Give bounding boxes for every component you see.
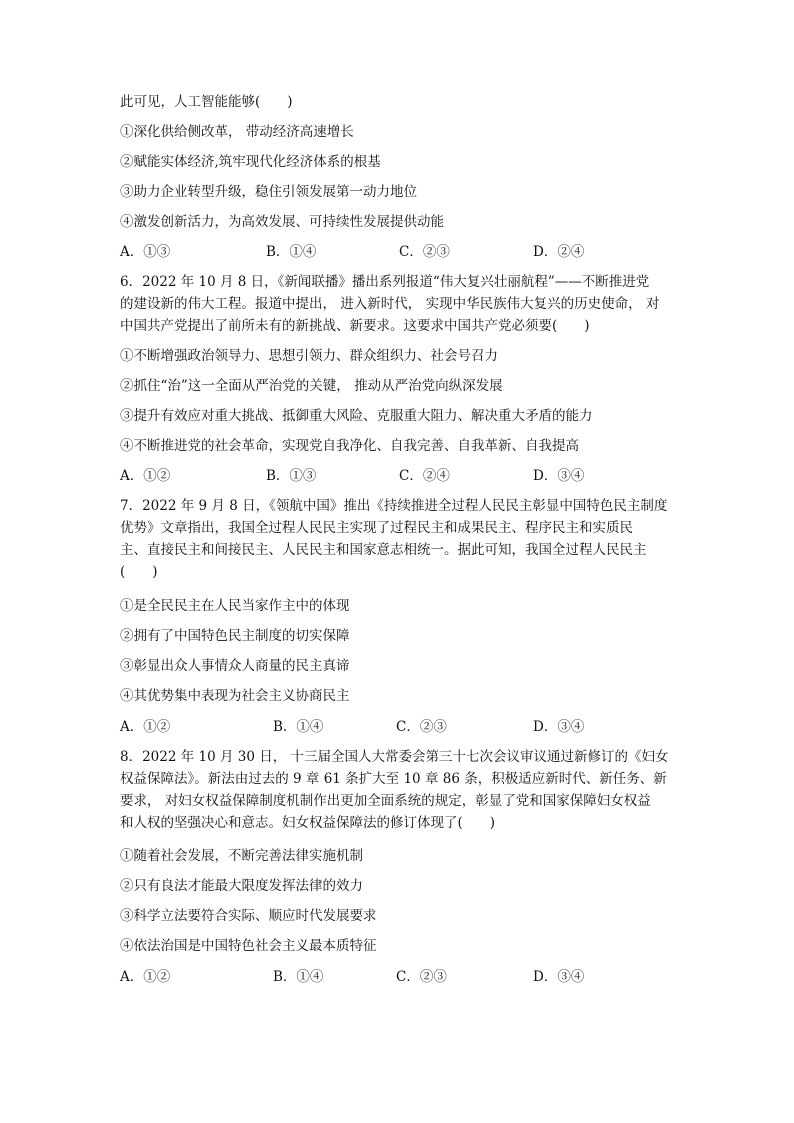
option-d: D．②④ bbox=[533, 244, 585, 260]
q7-answer-options bbox=[120, 716, 680, 738]
option-c: C．②③ bbox=[399, 244, 450, 260]
q6-statement-1: ①不断增强政治领导力、思想引领力、群众组织力、社会号召力 bbox=[120, 348, 498, 364]
option-d: D．③④ bbox=[533, 468, 585, 484]
q6-statement-2: ②抓住“治”这一全面从严治党的关键， 推动从严治党向纵深发展 bbox=[120, 378, 503, 394]
q6-statement-3: ③提升有效应对重大挑战、抵御重大风险、克服重大阻力、解决重大矛盾的能力 bbox=[120, 408, 593, 424]
option-a: A．①③ bbox=[120, 244, 171, 260]
q6-stem-line-1: 6．2022 年 10 月 8 日，《新闻联播》播出系列报道“伟大复兴壮丽航程”——不断推进党 bbox=[120, 274, 650, 290]
option-a: A．①② bbox=[120, 719, 171, 735]
q8-statement-2: ②只有良法才能最大限度发挥法律的效力 bbox=[120, 878, 363, 894]
q7-statement-4: ④其优势集中表现为社会主义协商民主 bbox=[120, 688, 350, 704]
q6-statement-4: ④不断推进党的社会革命，实现党自我净化、自我完善、自我革新、自我提高 bbox=[120, 438, 579, 454]
q7-stem-line-4: ( ) bbox=[120, 564, 158, 580]
option-c: C．②④ bbox=[399, 468, 450, 484]
question-stem: 此可见，人工智能能够( ) bbox=[120, 94, 293, 110]
q8-stem-line-1: 8．2022 年 10 月 30 日， 十三届全国人大常委会第三十七次会议审议通过新修订的《妇女 bbox=[120, 749, 669, 765]
option-b: B．①④ bbox=[273, 719, 324, 735]
q7-statement-2: ②拥有了中国特色民主制度的切实保障 bbox=[120, 628, 350, 644]
option-c: C．②③ bbox=[396, 969, 447, 985]
option-d: D．③④ bbox=[533, 719, 585, 735]
option-c: C．②③ bbox=[396, 719, 447, 735]
q6-stem-line-2: 的建设新的伟大工程。报道中提出， 进入新时代， 实现中华民族伟大复兴的历史使命， 对 bbox=[120, 296, 660, 312]
q7-statement-1: ①是全民民主在人民当家作主中的体现 bbox=[120, 598, 350, 614]
option-a: A．①② bbox=[120, 468, 171, 484]
statement-1: ①深化供给侧改革， 带动经济高速增长 bbox=[120, 124, 354, 140]
answer-options bbox=[120, 241, 680, 263]
q8-statement-1: ①随着社会发展，不断完善法律实施机制 bbox=[120, 848, 363, 864]
option-b: B．①④ bbox=[273, 969, 324, 985]
q8-statement-4: ④依法治国是中国特色社会主义最本质特征 bbox=[120, 938, 377, 954]
option-b: B．①④ bbox=[266, 244, 317, 260]
q7-statement-3: ③彰显出众人事情众人商量的民主真谛 bbox=[120, 658, 350, 674]
option-a: A．①② bbox=[120, 969, 171, 985]
q8-answer-options bbox=[120, 966, 680, 988]
statement-4: ④激发创新活力，为高效发展、可持续性发展提供动能 bbox=[120, 214, 444, 230]
q7-stem-line-1: 7．2022 年 9 月 8 日，《领航中国》推出《持续推进全过程人民民主彰显中国特色民主制度 bbox=[120, 498, 668, 514]
q6-stem-line-3: 中国共产党提出了前所未有的新挑战、新要求。这要求中国共产党必须要( ) bbox=[120, 318, 590, 334]
statement-3: ③助力企业转型升级，稳住引领发展第一动力地位 bbox=[120, 184, 417, 200]
option-b: B．①③ bbox=[266, 468, 317, 484]
statement-2: ②赋能实体经济,筑牢现代化经济体系的根基 bbox=[120, 154, 381, 170]
option-d: D．③④ bbox=[533, 969, 585, 985]
q7-stem-line-2: 优势》文章指出，我国全过程人民民主实现了过程民主和成果民主、程序民主和实质民 bbox=[120, 520, 633, 536]
q7-stem-line-3: 主、直接民主和间接民主、人民民主和国家意志相统一。据此可知，我国全过程人民民主 bbox=[120, 542, 647, 558]
q8-statement-3: ③科学立法要符合实际、顺应时代发展要求 bbox=[120, 908, 377, 924]
q8-stem-line-4: 和人权的坚强决心和意志。妇女权益保障法的修订体现了( ) bbox=[120, 815, 496, 831]
q8-stem-line-3: 要求， 对妇女权益保障制度机制作出更加全面系统的规定，彰显了党和国家保障妇女权益 bbox=[120, 793, 651, 809]
q8-stem-line-2: 权益保障法》。新法由过去的 9 章 61 条扩大至 10 章 86 条，积极适应新时代、新任务、新 bbox=[120, 771, 667, 787]
q6-answer-options bbox=[120, 465, 680, 487]
